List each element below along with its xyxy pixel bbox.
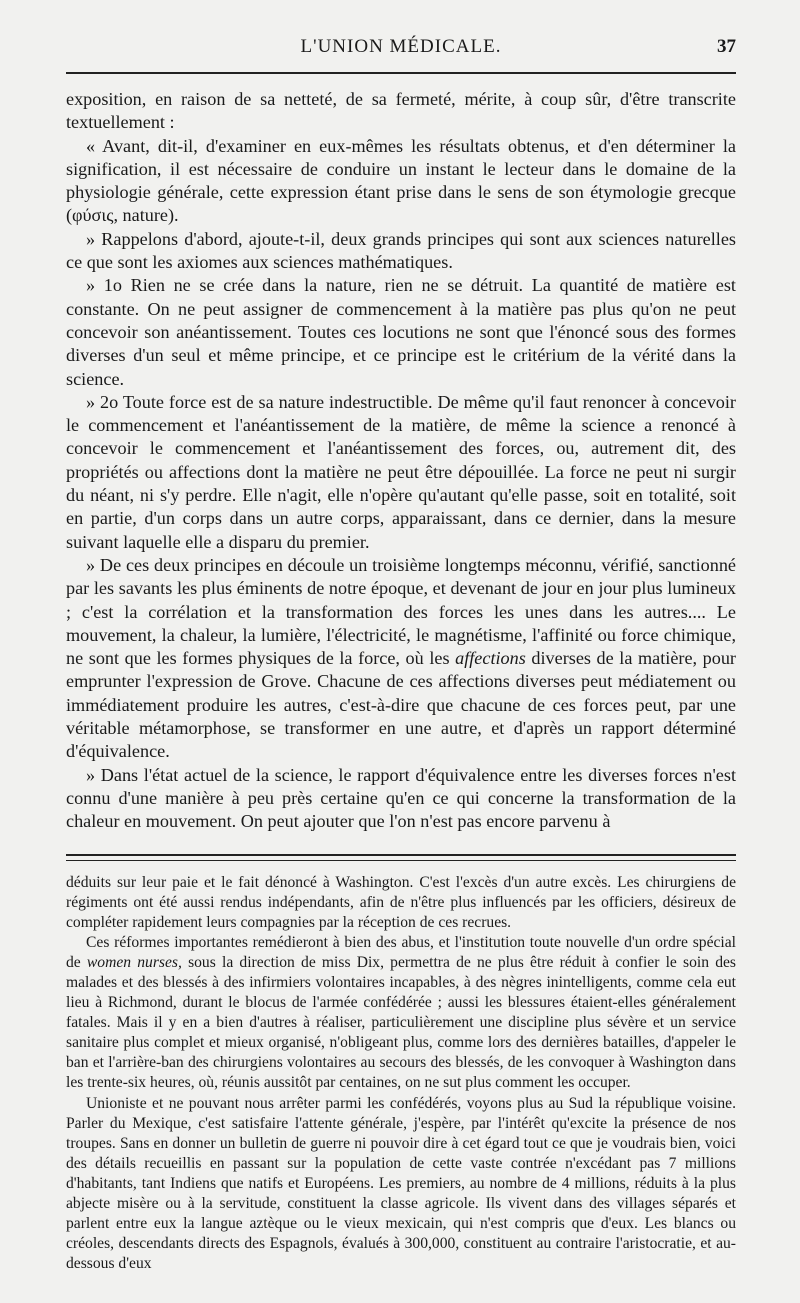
- paragraph: » Rappelons d'abord, ajoute-t-il, deux grands principes qui sont aux sciences naturelles ce que sont les axiomes aux sciences mathématiques.: [66, 228, 736, 273]
- paragraph: [66, 933, 736, 1094]
- feuilleton-text: [66, 873, 736, 1275]
- paragraph: déduits sur leur paie et le fait dénoncé à Washington. C'est l'excès d'un autre excès. Les chirurgiens de régiments ont été aussi rendus indépendants, afin de n'être plus influencés par les officiers, désireux de compléter rapidement leurs compagnies par la réception de ces recrues.: [66, 873, 736, 931]
- paragraph: » Dans l'état actuel de la science, le rapport d'équivalence entre les diverses forces n'est connu d'une manière à peu près certaine qu'en ce qui concerne la transformation de la chaleur en mouvement. On peut ajouter que l'on n'est pas encore parvenu à: [66, 764, 736, 832]
- paragraph: » 2o Toute force est de sa nature indestructible. De même qu'il faut renoncer à concevoir le commencement et l'anéantissement de la matière, de même la science a renoncé à concevoir le commencement et l'anéantissement des forces, ou, autrement dit, des propriétés ou affections dont la matière ne peut être dépouillée. La force ne peut ni surgir du néant, ni s'y perdre. Elle n'agit, elle n'opère qu'autant qu'elle passe, soit en totalité, soit en partie, d'un corps dans un autre corps, apparaissant, dans ce dernier, dans la mesure suivant laquelle elle a disparu du premier.: [66, 391, 736, 552]
- text-run: Ces réformes importantes remédieront à bien des abus, et l'institution toute nouvelle d'un ordre spécial de: [66, 933, 736, 971]
- main-text: [66, 88, 736, 834]
- text-run: sous la direction de miss Dix, permettra de ne plus être réduit à confier le soin des malades et des blessés à des infirmiers volontaires incapables, à des nègres inintelligents, comme cela eut lieu à Richmond, durant le blocus de l'armée confédérée ; aussi les blessures étaient-elles généralement fatales. Mais il y en a bien d'autres à réaliser, particulièrement une discipline plus sévère et un service sanitaire plus complet et mieux organisé, n'obligeant plus, comme lors des dernières batailles, d'appeler le ban et l'arrière-ban des chirurgiens volontaires au secours des blessés, de les convoquer à Washington dans les trente-six heures, où, réunis aussitôt par centaines, on ne sut plus comment les occuper.: [66, 953, 736, 1092]
- italic-term: affections: [455, 648, 526, 669]
- italic-term: women nurses,: [86, 953, 182, 971]
- paragraph: » 1o Rien ne se crée dans la nature, rien ne se détruit. La quantité de matière est constante. On ne peut assigner de commencement à la matière pas plus qu'on ne peut concevoir son anéantissement. Toutes ces locutions ne sont que l'énoncé sous des formes diverses d'un seul et même principe, et ce principe est le critérium de la vérité dans la science.: [66, 275, 736, 389]
- text-run: diverses de la matière, pour emprunter l'expression de Grove. Chacune de ces affections diverses peut médiatement ou immédiatement produire les autres, c'est-à-dire que chacune de ces forces peut, par une véritable métamorphose, se transformer en une autre, et d'après un rapport déterminé d'équivalence.: [66, 648, 736, 762]
- section-divider: [66, 854, 736, 861]
- header-rule: [66, 72, 736, 74]
- text-run: » De ces deux principes en découle un troisième longtemps méconnu, vérifié, sanctionné par les savants les plus éminents de notre époque, et devenant de jour en jour plus lumineux ; c'est la corrélation et la transformation des forces les unes dans les autres.... Le mouvement, la chaleur, la lumière, l'électricité, le magnétisme, l'affinité ou force chimique, ne sont que les formes physiques de la force, où les: [66, 554, 736, 669]
- paragraph: [66, 554, 736, 764]
- paragraph: « Avant, dit-il, d'examiner en eux-mêmes les résultats obtenus, et d'en déterminer la signification, il est nécessaire de conduire un instant le lecteur dans le domaine de la physiologie générale, cette expression étant prise dans le sens de son étymologie grecque (φύσις, nature).: [66, 135, 736, 226]
- paragraph: exposition, en raison de sa netteté, de sa fermeté, mérite, à coup sûr, d'être transcrite textuellement :: [66, 89, 736, 133]
- running-title: L'UNION MÉDICALE.: [300, 36, 502, 57]
- page-header: [66, 0, 736, 62]
- page-number: 37: [717, 36, 736, 57]
- paragraph: Unioniste et ne pouvant nous arrêter parmi les confédérés, voyons plus au Sud la république voisine. Parler du Mexique, c'est satisfaire l'attente générale, j'espère, par l'intérêt qu'excite la présence de nos troupes. Sans en donner un bulletin de guerre ni pouvoir dire à cet égard tout ce que je voudrais bien, voici des détails recueillis en passant sur la population de cette vaste contrée n'excédant pas 7 millions d'habitants, tant Indiens que natifs et Européens. Les premiers, au nombre de 4 millions, réduits à la plus abjecte misère ou à la servitude, constituent la classe agricole. Ils vivent dans des villages séparés et parlent entre eux la langue aztèque ou le vieux mexicain, qui n'est compris que d'eux. Les blancs ou créoles, descendants directs des Espagnols, évalués à 300,000, constituent au contraire l'aristocratie, et au-dessous d'eux: [66, 1094, 736, 1273]
